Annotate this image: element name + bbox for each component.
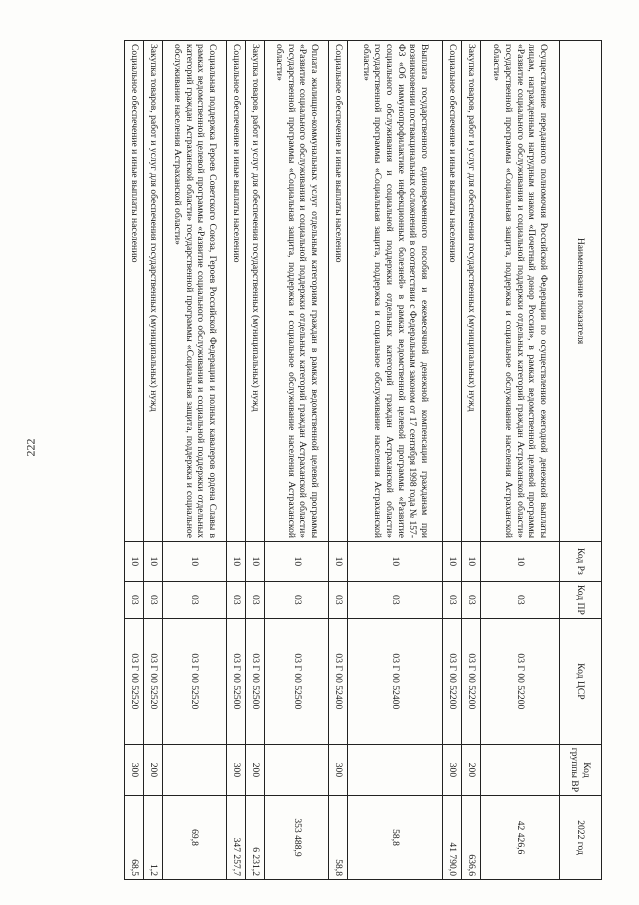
row-csr: 03 Г 00 52200: [442, 618, 461, 744]
table-header-row: [560, 41, 602, 880]
row-vr: 200: [461, 744, 480, 795]
table-row: [144, 41, 163, 880]
row-pr: 03: [227, 581, 246, 618]
row-vr: 200: [144, 744, 163, 795]
row-vr: 200: [246, 744, 265, 795]
row-value: 347 257,7: [227, 796, 246, 880]
row-pr: 03: [265, 581, 329, 618]
row-rz: 10: [227, 542, 246, 582]
header-vr: Код группы ВР: [560, 744, 602, 795]
row-name: Закупка товаров, работ и услуг для обеспечения государственных (муниципальных) нужд: [246, 41, 265, 542]
row-rz: 10: [125, 542, 144, 582]
row-value: 1,2: [144, 796, 163, 880]
table-row: [461, 41, 480, 880]
row-vr: [348, 744, 442, 795]
row-value: 58,8: [329, 796, 348, 880]
row-vr: 300: [442, 744, 461, 795]
row-pr: 03: [246, 581, 265, 618]
row-rz: 10: [265, 542, 329, 582]
row-value: 6 231,2: [246, 796, 265, 880]
table-row: [442, 41, 461, 880]
row-rz: 10: [144, 542, 163, 582]
row-rz: 10: [442, 542, 461, 582]
header-rz: Код Рз: [560, 542, 602, 582]
row-name: Социальное обеспечение и иные выплаты населению: [442, 41, 461, 542]
table-row: [163, 41, 227, 880]
row-pr: 03: [442, 581, 461, 618]
rotated-table-container: [124, 40, 602, 880]
row-csr: 03 Г 00 52520: [125, 618, 144, 744]
row-name: Социальное обеспечение и иные выплаты населению: [227, 41, 246, 542]
row-name: Осуществление переданного полномочия Российской Федерации по осуществлению ежегодной денежной выплаты лицам, награжденным нагрудным знаком «Почетный донор России», в рамках ведомственной целевой программы «Развитие социального обслуживания и социальной поддержки отдельных категорий граждан Астраханской области» государственной программы «Социальная защита, поддержка и социальное обслуживание населения Астраханской области»: [480, 41, 559, 542]
row-csr: 03 Г 00 52400: [348, 618, 442, 744]
table-row: [246, 41, 265, 880]
row-name: Социальная поддержка Героев Советского Союза, Героев Российской Федерации и полных кавалеров ордена Славы в рамках ведомственной целевой программы «Развитие социального обслуживания и социальной поддержки отдельных категорий граждан Астраханской области» государственной программы «Социальная защита, поддержка и социальное обслуживание населения Астраханской области»: [163, 41, 227, 542]
row-csr: 03 Г 00 52400: [329, 618, 348, 744]
row-value: 69,8: [163, 796, 227, 880]
table-row: [348, 41, 442, 880]
row-value: 68,5: [125, 796, 144, 880]
table-row: [265, 41, 329, 880]
row-value: 58,8: [348, 796, 442, 880]
row-csr: 03 Г 00 52520: [144, 618, 163, 744]
row-csr: 03 Г 00 52500: [227, 618, 246, 744]
row-pr: 03: [348, 581, 442, 618]
row-rz: 10: [480, 542, 559, 582]
row-pr: 03: [125, 581, 144, 618]
row-csr: 03 Г 00 52200: [461, 618, 480, 744]
row-name: Выплата государственного единовременного пособия и ежемесячной денежной компенсации гражданам при возникновении поствакцинальных осложнений в соответствии с Федеральным законом от 17 сентября 1998 года № 157-ФЗ «Об иммунопрофилактике инфекционных болезней» в рамках ведомственной целевой программы «Развитие социального обслуживания и социальной поддержки отдельных категорий граждан Астраханской области» государственной программы «Социальная защита, поддержка и социальное обслуживание населения Астраханской области»: [348, 41, 442, 542]
row-pr: 03: [329, 581, 348, 618]
header-pr: Код ПР: [560, 581, 602, 618]
row-vr: 300: [125, 744, 144, 795]
table-row: [329, 41, 348, 880]
row-name: Социальное обеспечение и иные выплаты населению: [329, 41, 348, 542]
table-row: [125, 41, 144, 880]
row-value: 41 790,0: [442, 796, 461, 880]
row-rz: 10: [246, 542, 265, 582]
row-value: 353 488,9: [265, 796, 329, 880]
row-name: Оплата жилищно-коммунальных услуг отдельным категориям граждан в рамках ведомственной целевой программы «Развитие социального обслуживания и социальной поддержки отдельных категорий граждан Астраханской области» государственной программы «Социальная защита, поддержка и социальное обслуживание населения Астраханской области»: [265, 41, 329, 542]
row-csr: 03 Г 00 52500: [246, 618, 265, 744]
header-name: Наименование показателя: [560, 41, 602, 542]
row-vr: 300: [227, 744, 246, 795]
row-pr: 03: [461, 581, 480, 618]
row-csr: 03 Г 00 52500: [265, 618, 329, 744]
row-vr: [163, 744, 227, 795]
row-rz: 10: [461, 542, 480, 582]
row-rz: 10: [329, 542, 348, 582]
table-row: [480, 41, 559, 880]
header-csr: Код ЦСР: [560, 618, 602, 744]
row-name: Закупка товаров, работ и услуг для обеспечения государственных (муниципальных) нужд: [144, 41, 163, 542]
header-year: 2022 год: [560, 796, 602, 880]
budget-table: [124, 40, 602, 880]
row-vr: [265, 744, 329, 795]
row-name: Закупка товаров, работ и услуг для обеспечения государственных (муниципальных) нужд: [461, 41, 480, 542]
table-row: [227, 41, 246, 880]
row-vr: [480, 744, 559, 795]
row-csr: 03 Г 00 52520: [163, 618, 227, 744]
row-vr: 300: [329, 744, 348, 795]
row-name: Социальное обеспечение и иные выплаты населению: [125, 41, 144, 542]
row-pr: 03: [163, 581, 227, 618]
page-number: 222: [23, 438, 38, 457]
row-csr: 03 Г 00 52200: [480, 618, 559, 744]
row-value: 42 426,6: [480, 796, 559, 880]
row-pr: 03: [144, 581, 163, 618]
row-rz: 10: [348, 542, 442, 582]
row-value: 636,6: [461, 796, 480, 880]
row-pr: 03: [480, 581, 559, 618]
row-rz: 10: [163, 542, 227, 582]
